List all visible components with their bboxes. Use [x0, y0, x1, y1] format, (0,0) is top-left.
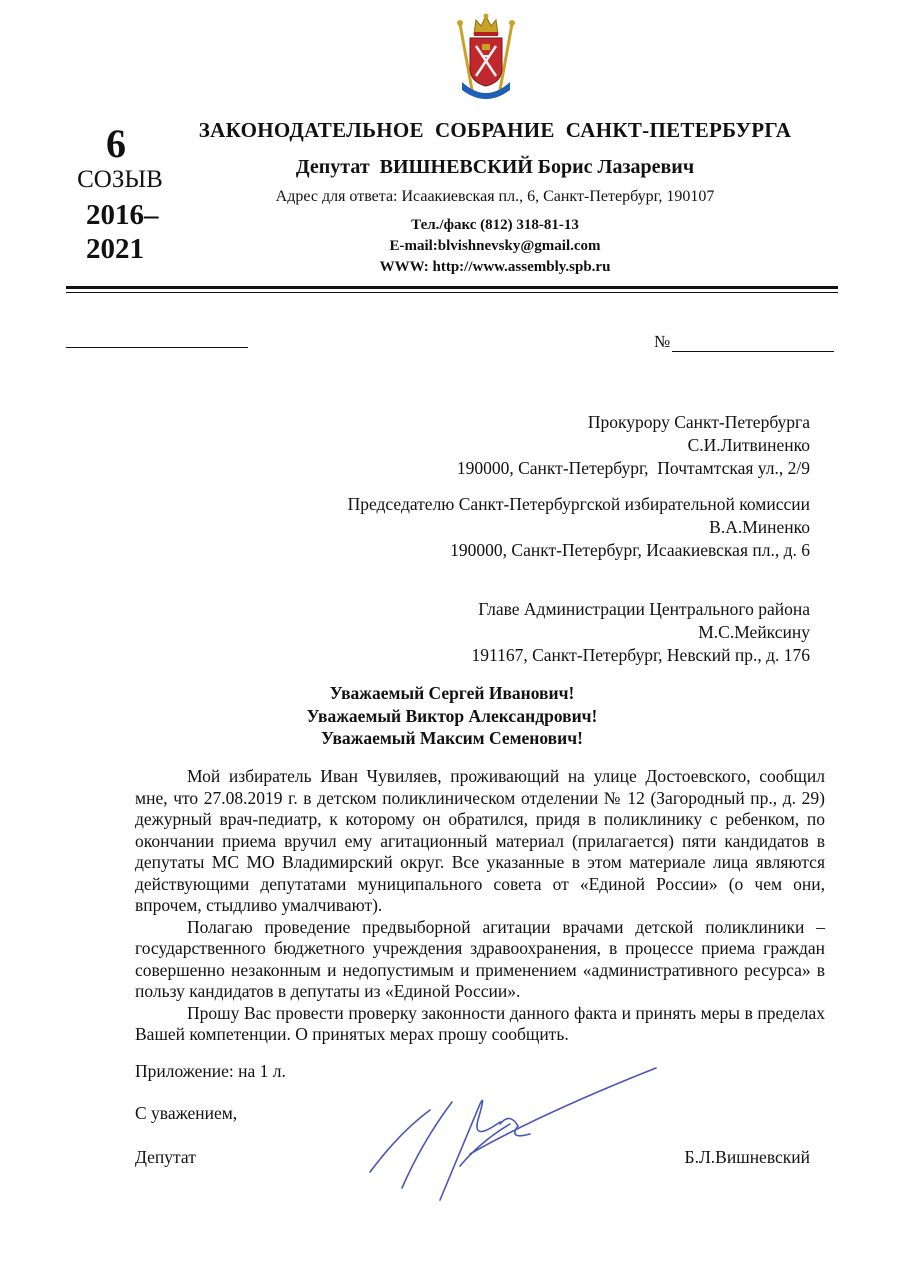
- coat-of-arms-emblem: [452, 12, 520, 104]
- closing-phrase: С уважением,: [135, 1103, 238, 1123]
- recipient-address: 190000, Санкт-Петербург, Исаакиевская пл., д. 6: [450, 540, 810, 560]
- letter-body: [135, 766, 825, 1046]
- email-address: E-mail:blvishnevsky@gmail.com: [389, 238, 601, 254]
- salutation-block: [66, 682, 838, 750]
- recipient-name: В.А.Миненко: [709, 517, 810, 537]
- number-blank-line: [672, 350, 834, 352]
- convocation-years-start: 2016–: [86, 199, 159, 231]
- signer-name: Б.Л.Вишневский: [684, 1147, 810, 1167]
- date-blank-line: [66, 346, 248, 348]
- signer-title: Депутат: [135, 1147, 196, 1167]
- attachment-note: Приложение: на 1 л.: [135, 1061, 286, 1081]
- convocation-number: 6: [106, 121, 126, 166]
- body-paragraph: Прошу Вас провести проверку законности данного факта и принять меры в пределах Вашей компетенции. О принятых мерах прошу сообщить.: [135, 1002, 825, 1044]
- organization-name: ЗАКОНОДАТЕЛЬНОЕ СОБРАНИЕ САНКТ-ПЕТЕРБУРГА: [198, 118, 792, 142]
- salutation: Уважаемый Сергей Иванович!: [329, 683, 575, 703]
- convocation-years-end: 2021: [86, 233, 144, 265]
- handwritten-signature: [360, 1062, 670, 1202]
- recipient-block: [348, 493, 810, 562]
- recipient-address: 190000, Санкт-Петербург, Почтамтская ул., 2/9: [456, 458, 810, 478]
- reply-address: Адрес для ответа: Исаакиевская пл., 6, Санкт-Петербург, 190107: [275, 188, 715, 205]
- phone-fax: Тел./факс (812) 318-81-13: [411, 217, 579, 233]
- recipient-title: Председателю Санкт-Петербургской избирательной комиссии: [347, 494, 810, 514]
- convocation-years: [86, 198, 159, 266]
- recipient-name: М.С.Мейксину: [698, 622, 810, 642]
- recipient-title: Прокурору Санкт-Петербурга: [587, 412, 810, 432]
- recipient-title: Главе Администрации Центрального района: [478, 599, 810, 619]
- deputy-name: Депутат ВИШНЕВСКИЙ Борис Лазаревич: [295, 156, 695, 178]
- recipient-address: 191167, Санкт-Петербург, Невский пр., д. 176: [471, 645, 810, 665]
- recipient-name: С.И.Литвиненко: [687, 435, 810, 455]
- convocation-label: СОЗЫВ: [77, 166, 163, 193]
- salutation: Уважаемый Виктор Александрович!: [306, 705, 598, 726]
- recipient-block: [457, 411, 810, 480]
- website: WWW: http://www.assembly.spb.ru: [379, 259, 611, 275]
- number-label: №: [654, 332, 671, 351]
- body-paragraph: Мой избиратель Иван Чувиляев, проживающий на улице Достоевского, сообщил мне, что 27.08.2019 г. в детском поликлиническом отделении № 12 (Загородный пр., д. 29) дежурный врач-педиатр, к которому он обратился, придя в поликлинику с ребенком, по окончании приема вручил ему агитационный материал (прилагается) пяти кандидатов в депутаты МС МО Владимирский округ. Все указанные в этом материале лица являются действующими депутатами муниципального совета от «Единой России» (о чем они, впрочем, стыдливо умалчивают).: [135, 766, 825, 915]
- header-divider-thin: [66, 292, 838, 293]
- header-divider-thick: [66, 286, 838, 289]
- salutation: Уважаемый Максим Семенович!: [321, 728, 583, 748]
- recipient-block: [472, 598, 811, 667]
- body-paragraph: Полагаю проведение предвыборной агитации врачами детской поликлиники – государственного бюджетного учреждения здравоохранения, в процессе приема граждан совершенно незаконным и недопустимым и применением «административного ресурса» в пользу кандидатов в депутаты из «Единой России».: [135, 916, 825, 1001]
